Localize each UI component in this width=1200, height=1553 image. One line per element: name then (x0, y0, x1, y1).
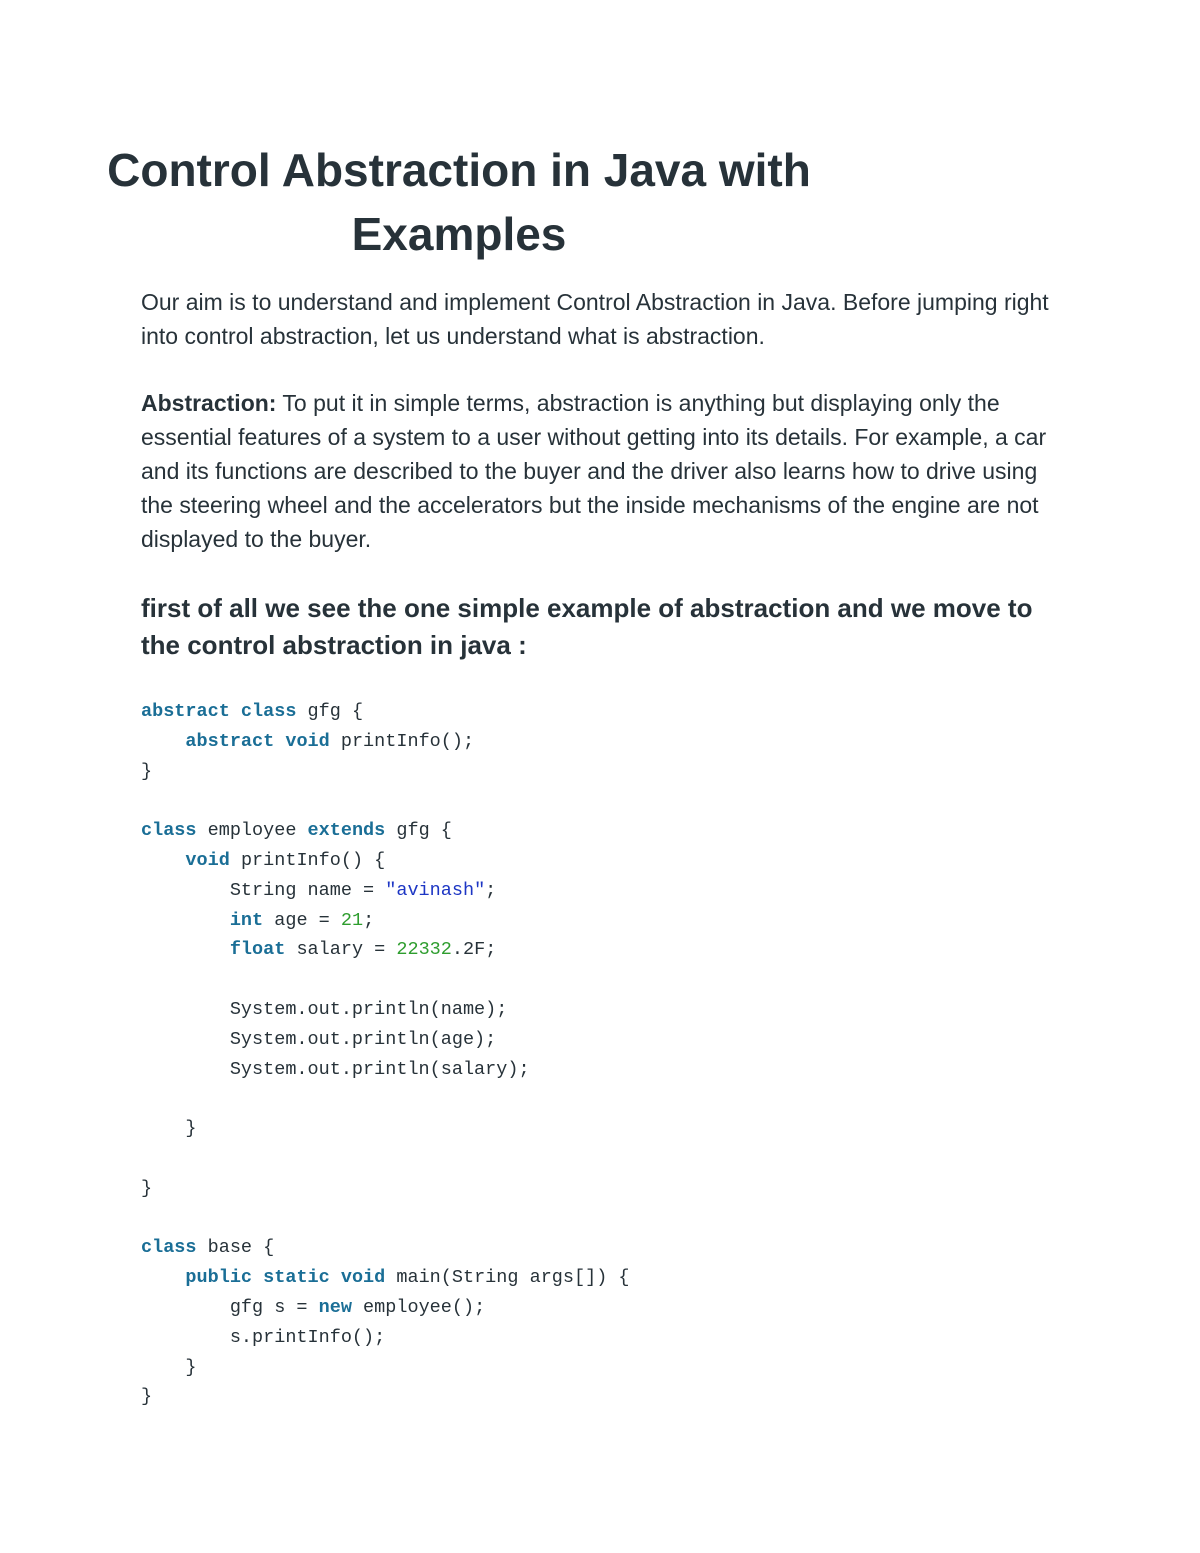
code-text: salary = (285, 939, 397, 961)
code-line (141, 757, 630, 787)
code-line (141, 1233, 630, 1263)
code-line (141, 1293, 630, 1323)
code-text: } (141, 1118, 197, 1140)
code-text: } (141, 1386, 153, 1408)
code-number: 22332 (396, 939, 452, 961)
code-keyword: public static void (185, 1267, 386, 1289)
code-text (141, 850, 185, 871)
code-text: } (141, 760, 153, 782)
intro-paragraph: Our aim is to understand and implement Control Abstraction in Java. Before jumping right into control abstraction, let us understand what is abstraction. (141, 289, 1049, 349)
code-line (141, 727, 630, 757)
code-text: System.out.println(salary); (141, 1058, 530, 1080)
code-block (141, 697, 630, 1412)
code-line (141, 1114, 630, 1144)
code-keyword: float (229, 939, 286, 961)
code-text: gfg s = (141, 1296, 319, 1318)
code-line (141, 697, 630, 727)
code-keyword: extends (307, 820, 386, 842)
title-line-2: Examples (351, 208, 567, 260)
code-text: System.out.println(age); (141, 1028, 497, 1050)
title-line-1: Control Abstraction in Java with (107, 144, 811, 196)
code-line (141, 1382, 630, 1412)
code-text: System.out.println(name); (141, 998, 508, 1020)
code-line (141, 1174, 630, 1204)
code-line (141, 1025, 630, 1055)
code-text: .2F; (451, 939, 497, 961)
code-text: employee (196, 820, 308, 842)
code-keyword: abstract void (185, 730, 330, 752)
code-keyword: abstract class (141, 701, 297, 722)
code-text: ; (363, 909, 375, 931)
code-text: printInfo() { (229, 849, 386, 871)
code-line (141, 1055, 630, 1085)
code-line (141, 995, 630, 1025)
code-line (141, 935, 630, 965)
code-text (141, 939, 230, 960)
code-line (141, 1353, 630, 1383)
abstraction-paragraph (141, 386, 1061, 556)
code-line (141, 1263, 630, 1293)
code-line (141, 876, 630, 906)
code-text (141, 1267, 185, 1288)
abstraction-label: Abstraction: (141, 390, 277, 416)
code-line (141, 846, 630, 876)
code-line (141, 906, 630, 936)
code-line (141, 1323, 630, 1353)
document-title (0, 138, 1059, 266)
code-text: base { (196, 1237, 275, 1259)
code-text (141, 731, 185, 752)
code-string: "avinash" (385, 879, 486, 901)
code-line (141, 816, 630, 846)
code-text: gfg { (385, 820, 452, 842)
code-line (141, 1144, 630, 1174)
code-keyword: class (141, 820, 197, 842)
example-subheading: first of all we see the one simple example of abstraction and we move to the control abstraction in java : (141, 593, 1033, 660)
code-text: employee(); (351, 1296, 486, 1318)
code-line (141, 786, 630, 816)
code-text: age = (263, 909, 341, 931)
code-keyword: void (185, 849, 230, 871)
code-keyword: new (318, 1296, 352, 1318)
code-text: } (141, 1177, 153, 1199)
abstraction-text: To put it in simple terms, abstraction is anything but displaying only the essential features of a system to a user without getting into its details. For example, a car and its functions are described to the buyer and the driver also learns how to drive using the steering wheel and the accelerators but the inside mechanisms of the engine are not displayed to the buyer. (141, 390, 1047, 552)
code-text (141, 910, 230, 931)
code-line (141, 965, 630, 995)
code-text: } (141, 1356, 197, 1378)
code-text: String name = (141, 879, 386, 901)
code-line (141, 1204, 630, 1234)
code-line (141, 1084, 630, 1114)
code-keyword: int (229, 909, 264, 931)
code-number: 21 (340, 909, 364, 931)
code-text: printInfo(); (329, 730, 475, 752)
code-text: s.printInfo(); (141, 1326, 386, 1348)
code-text: main(String args[]) { (385, 1267, 630, 1289)
code-keyword: class (141, 1237, 197, 1259)
code-text: ; (485, 879, 497, 901)
code-text: gfg { (296, 701, 364, 722)
